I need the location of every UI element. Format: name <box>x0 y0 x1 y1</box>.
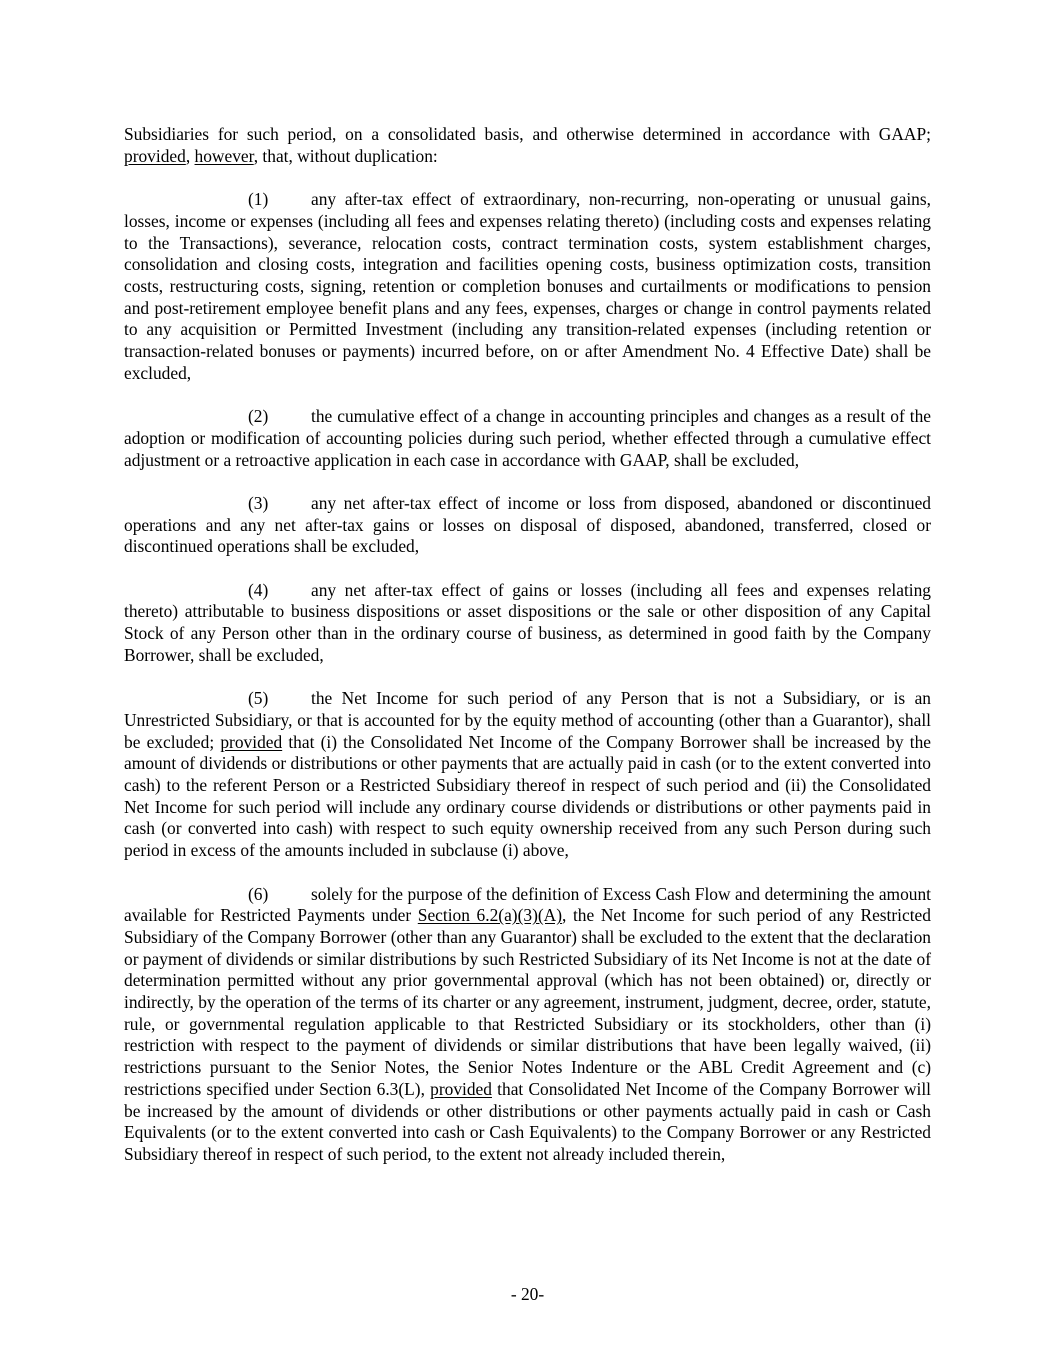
provided-term: provided <box>124 145 186 166</box>
clause-number: (6) <box>248 883 269 904</box>
however-term: however <box>194 145 254 166</box>
provided-term: provided <box>430 1078 492 1099</box>
clause-number: (3) <box>248 492 269 513</box>
provided-term: provided <box>220 731 283 752</box>
clause-text: any net after-tax effect of gains or losses (including all fees and expenses relating thereto) attributable to business dispositions or asset dispositions or the sale or other disposition of any Capital Stock of any Person other than in the ordinary course of business, as determined in good faith by the Company Borrower, shall be excluded, <box>124 579 931 665</box>
intro-text-end: , that, without duplication: <box>253 145 438 166</box>
clause-number: (5) <box>248 688 269 709</box>
clause-4 <box>124 580 931 667</box>
clause-text: any after-tax effect of extraordinary, non-recurring, non-operating or unusual gains, losses, income or expenses (including all fees and expenses relating thereto) (including costs and expenses relating to the Transactions), severance, relocation costs, contract termination costs, system establishment charges, consolidation and closing costs, integration and facilities opening costs, business optimization costs, transition costs, restructuring costs, signing, retention or completion bonuses and curtailments or modifications to pension and post-retirement employee benefit plans and any fees, expenses, charges or change in control payments related to any acquisition or Permitted Investment (including any transition-related expenses (including retention or transaction-related bonuses or payments) incurred before, on or after Amendment No. 4 Effective Date) shall be excluded, <box>124 189 931 383</box>
page-number: - 20- <box>510 1284 545 1304</box>
document-page <box>124 124 931 1187</box>
clause-1 <box>124 189 931 384</box>
clause-2 <box>124 406 931 471</box>
clause-5 <box>124 688 931 862</box>
clause-text: the Net Income for such period of any Person that is not a Subsidiary, or is an Unrestricted Subsidiary, or that is accounted for by the equity method of accounting (other than a Guarantor), shall be excluded; <box>124 688 931 752</box>
section-reference: Section 6.2(a)(3)(A) <box>417 905 563 926</box>
clause-number: (4) <box>248 579 269 600</box>
clause-text: the cumulative effect of a change in accounting principles and changes as a result of the adoption or modification of accounting policies during such period, whether effected through a cumulative effect adjustment or a retroactive application in each case in accordance with GAAP, shall be excluded, <box>124 406 931 470</box>
clause-3 <box>124 493 931 558</box>
clause-text: any net after-tax effect of income or loss from disposed, abandoned or discontinued operations and any net after-tax gains or losses on disposal of disposed, abandoned, transferred, closed or discontinued operations shall be excluded, <box>124 492 931 557</box>
clause-text-continued: that (i) the Consolidated Net Income of the Company Borrower shall be increased by the amount of dividends or distributions or other payments that are actually paid in cash (or to the extent converted into cash) to the referent Person or a Restricted Subsidiary thereof in respect of such period and (ii) the Consolidated Net Income for such period will include any ordinary course dividends or distributions or other payments paid in cash (or converted into cash) with respect to such equity ownership received from any such Person during such period in excess of the amounts included in subclause (i) above, <box>124 731 931 861</box>
clause-text-continued: that Consolidated Net Income of the Company Borrower will be increased by the amount of dividends or other distributions or other payments actually paid in cash or Cash Equivalents (or to the extent converted into cash or Cash Equivalents) to the Company Borrower or any Restricted Subsidiary thereof in respect of such period, to the extent not already included therein, <box>124 1078 931 1164</box>
clause-number: (1) <box>248 189 269 210</box>
clause-number: (2) <box>248 406 269 427</box>
clause-6 <box>124 884 931 1166</box>
intro-comma: , <box>185 145 195 166</box>
clause-text: solely for the purpose of the definition of Excess Cash Flow and determining the amount available for Restricted Payments under <box>124 883 931 926</box>
clause-text-middle: , the Net Income for such period of any Restricted Subsidiary of the Company Borrower (other than any Guarantor) shall be excluded to the extent that the declaration or payment of dividends or similar distributions by such Restricted Subsidiary of its Net Income is not at the date of determination permitted without any prior governmental approval (which has not been obtained) or, directly or indirectly, by the operation of the terms of its charter or any agreement, instrument, judgment, decree, order, statute, rule, or governmental regulation applicable to that Restricted Subsidiary or its stockholders, other than (i) restriction with respect to the payment of dividends or similar distributions that have been legally waived, (ii) restrictions pursuant to the Senior Notes, the Senior Notes Indenture or the ABL Credit Agreement and (c) restrictions specified under Section 6.3(L), <box>124 905 931 1099</box>
intro-text: Subsidiaries for such period, on a consolidated basis, and otherwise determined in accordance with GAAP; <box>124 124 931 144</box>
intro-paragraph <box>124 124 931 167</box>
